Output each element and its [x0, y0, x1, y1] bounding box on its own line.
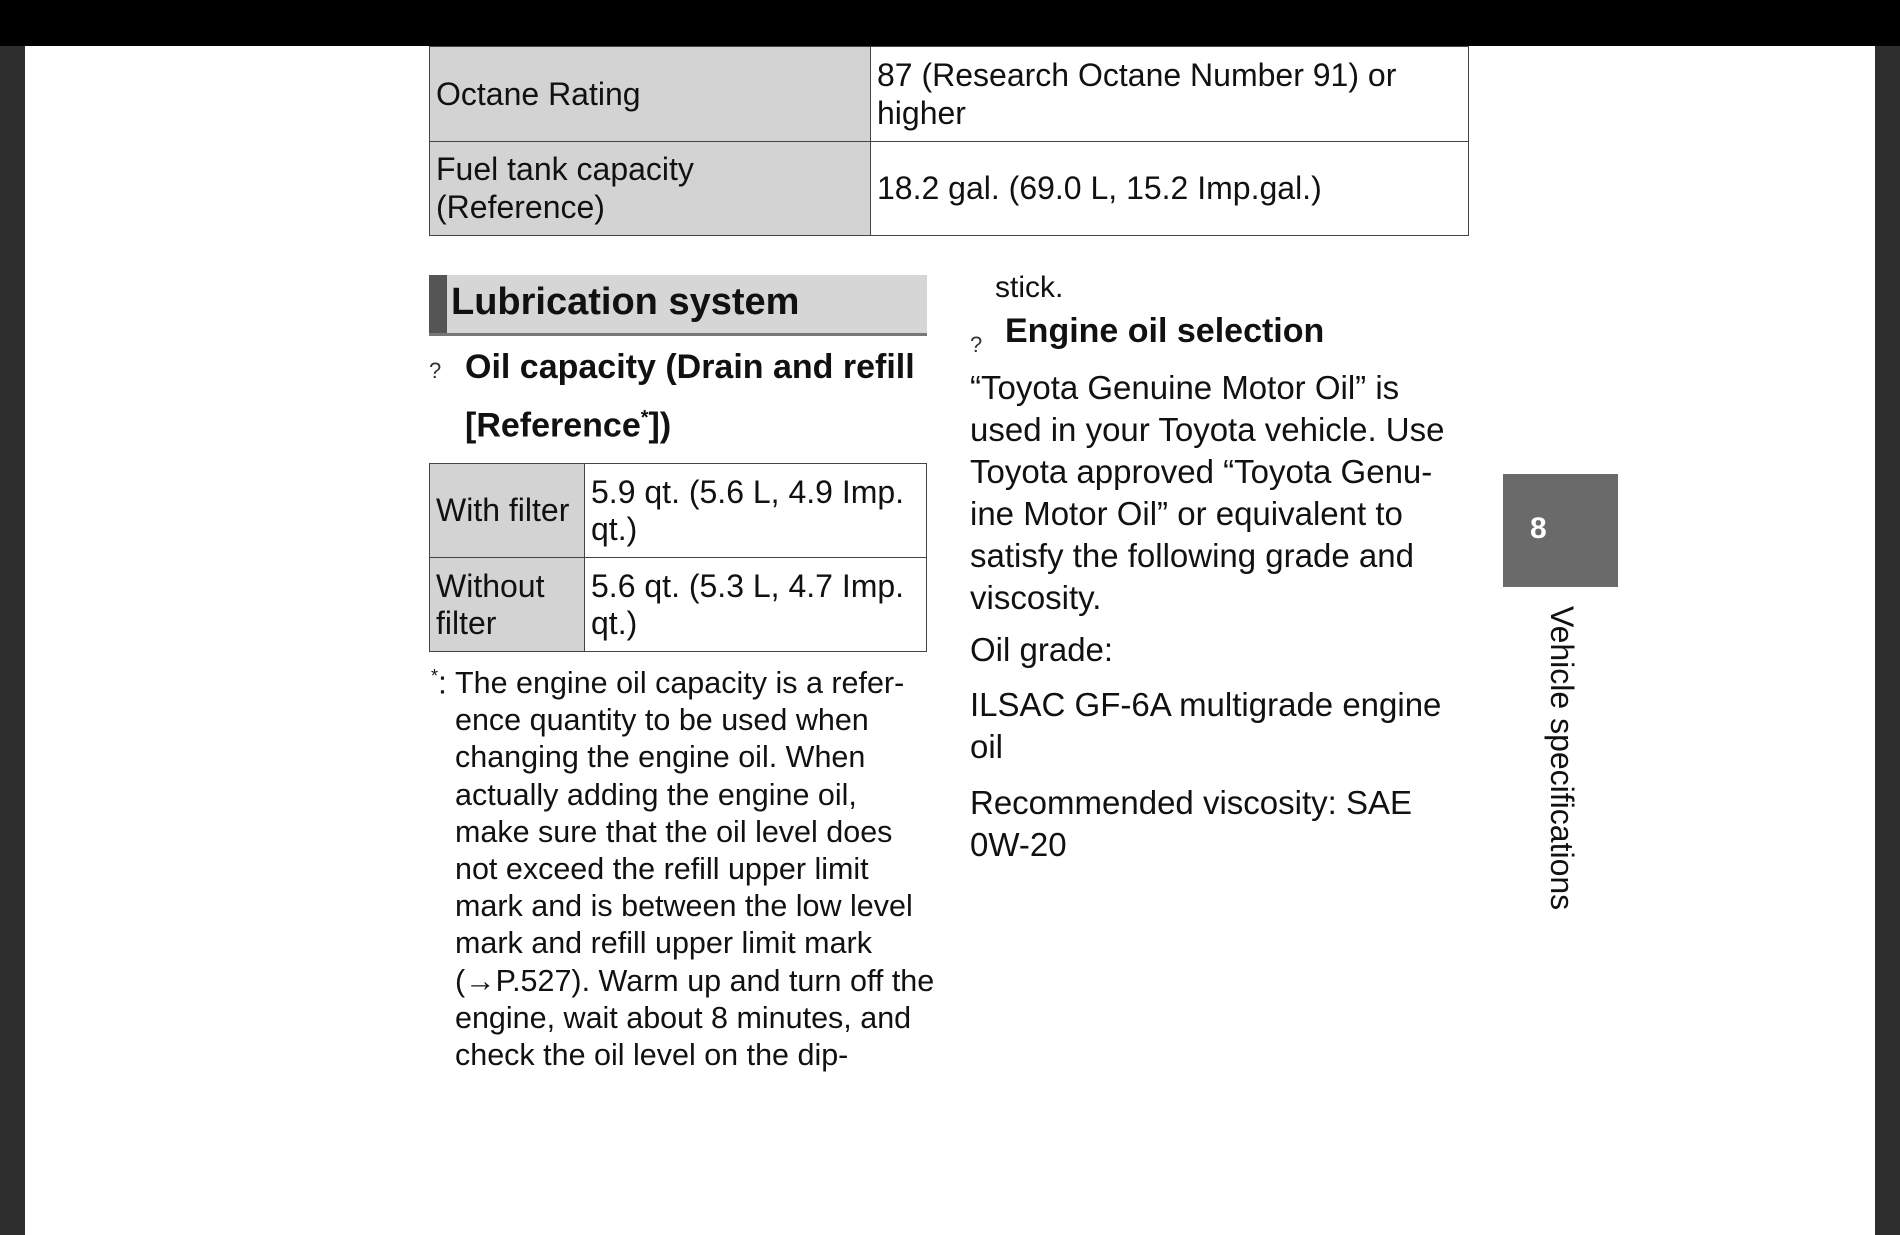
continued-text: stick. [995, 271, 1064, 304]
footnote-colon: : [438, 664, 447, 701]
viewer-left-margin [0, 46, 25, 1235]
oil-capacity-title-line2: [Reference [465, 406, 641, 445]
manual-page [25, 46, 1875, 1235]
heading-accent-bar [429, 275, 447, 333]
oil-capacity-title-line1: Oil capacity (Drain and refill [465, 348, 915, 386]
oil-capacity-title-end: ]) [648, 406, 672, 445]
fuel-tank-label: Fuel tank capacity (Reference) [430, 141, 871, 236]
oil-grade-value: ILSAC GF-6A multigrade engine oil [970, 686, 1442, 765]
fuel-spec-table [429, 46, 1469, 236]
recommended-viscosity: Recommended viscosity: SAE 0W-20 [970, 784, 1413, 863]
chapter-number: 8 [1530, 512, 1547, 545]
table-row [430, 47, 1469, 142]
without-filter-value: 5.6 qt. (5.3 L, 4.7 Imp. qt.) [585, 558, 927, 652]
bullet-icon: ? [970, 332, 983, 357]
section-heading [429, 275, 927, 336]
table-row [430, 141, 1469, 236]
bullet-icon: ? [429, 358, 442, 383]
chapter-title: Vehicle specifications [1544, 606, 1580, 911]
viewer-top-bar [0, 0, 1900, 46]
footnote-text: The engine oil capacity is a refer-ence quantity to be used when changing the engine oil. When actually adding the engine oil, make sure that the oil level does not exceed the refill upper limit mark and is between the low level mark and refill upper limit mark (→P.527). Warm up and turn off the engine, wait about 8 minutes, and check the oil level on the dip- [455, 666, 935, 1073]
oil-capacity-table [429, 463, 927, 652]
table-row [430, 464, 927, 558]
octane-value: 87 (Research Octane Number 91) or higher [871, 47, 1469, 142]
table-row [430, 558, 927, 652]
without-filter-label: Without filter [430, 558, 585, 652]
with-filter-value: 5.9 qt. (5.6 L, 4.9 Imp. qt.) [585, 464, 927, 558]
footnote-marker: * [640, 407, 649, 429]
chapter-tab [1503, 474, 1618, 587]
octane-label: Octane Rating [430, 47, 871, 142]
engine-oil-paragraph: “Toyota Genuine Motor Oil” is used in your Toyota vehicle. Use Toyota approved “Toyota Genu-ine Motor Oil” or equivalent to satisfy the following grade and viscosity. [970, 369, 1445, 616]
section-heading-text: Lubrication system [451, 281, 800, 323]
fuel-tank-value: 18.2 gal. (69.0 L, 15.2 Imp.gal.) [871, 141, 1469, 236]
footnote-mark [431, 658, 447, 702]
footnote-star: * [431, 666, 439, 686]
engine-oil-selection-heading: Engine oil selection [1005, 312, 1325, 350]
oil-capacity-heading [465, 342, 935, 451]
viewer-right-margin [1875, 46, 1900, 1235]
with-filter-label: With filter [430, 464, 585, 558]
oil-grade-label: Oil grade: [970, 631, 1114, 668]
